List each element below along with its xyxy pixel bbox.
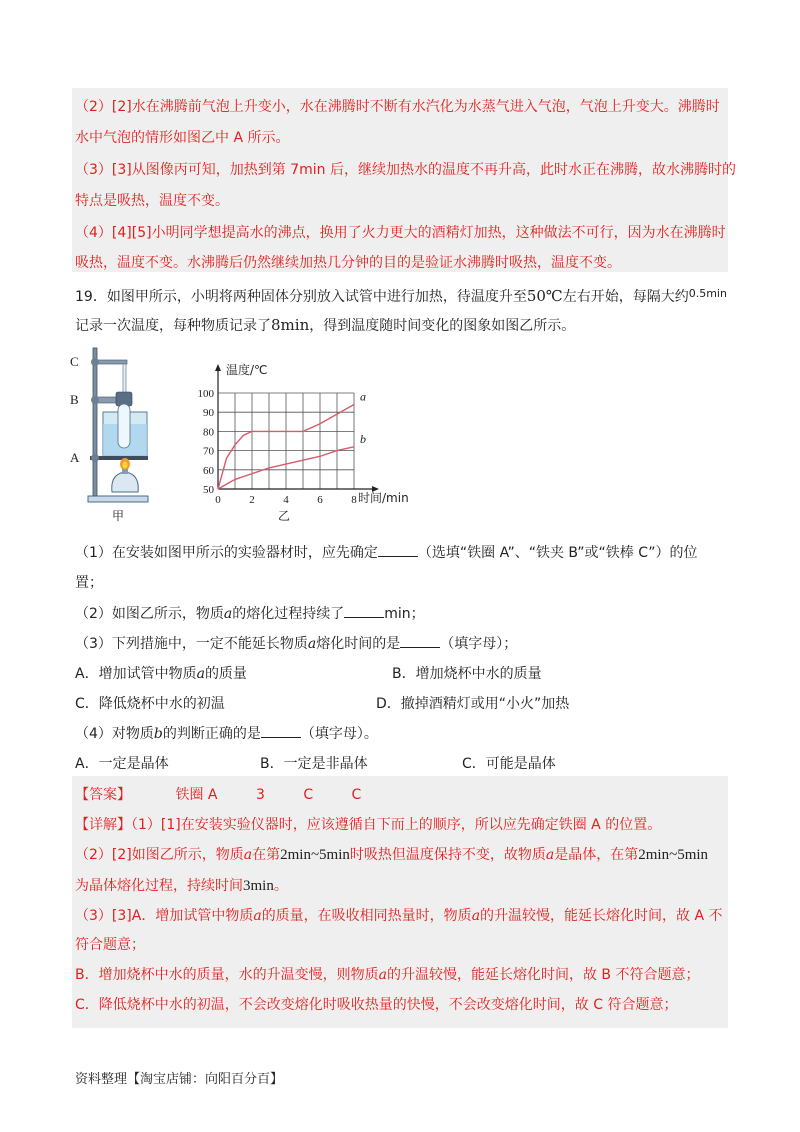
var-a: a [253,908,262,924]
q2-blank[interactable] [344,605,384,618]
detail-tag: 【详解】 [75,817,131,833]
var-a: a [223,606,233,622]
alcohol-lamp [112,472,138,492]
series-label-b: b [360,431,366,446]
x-tick-label: 0 [215,494,221,506]
q4-text: （4）对物质 [75,726,154,742]
question-2 [75,604,425,624]
x-tick-label: 4 [283,494,289,506]
q1-blank[interactable] [378,544,418,557]
option-b: B．增加烧杯中水的质量 [392,666,542,682]
detail-1 [75,815,661,835]
y-tick-label: 100 [197,388,214,400]
q3-text: （3）下列措施中，一定不能延长物质 [75,636,308,652]
detail-line: （3）[3]从图像丙可知，加热到第 7min 后，继续加热水的温度不再升高，此时水正在沸腾，故水沸腾时的 [75,162,736,178]
detail-line: 特点是吸热，温度不变。 [75,193,229,209]
detail-6 [75,965,699,985]
answer-1: 铁圈 A [175,787,218,803]
y-axis-arrow [215,364,221,371]
detail-line: （4）[4][5]小明同学想提高水的沸点，换用了火力更大的酒精灯加热，这种做法不可行，因为水在沸腾时 [75,225,726,241]
chart-series [218,390,366,489]
detail-text: 的升温较慢，能延长熔化时间，故 B 不符合题意； [386,967,700,983]
x-tick-label: 2 [249,494,255,506]
y-tick-label: 50 [203,484,214,496]
chart-caption: 乙 [278,509,291,523]
var-a: a [243,847,253,863]
var-a: a [196,666,205,682]
clamp-c-knob [91,358,99,366]
question-3 [75,634,517,654]
figure-caption-jia: 甲 [112,509,125,523]
detail-text: 的质量，在吸收相同热量时，物质 [261,908,472,924]
q4-text: （填字母）。 [300,726,378,742]
question-1 [75,543,698,563]
detail-range: 2min~5min [280,847,350,863]
lamp-wick-holder [122,469,128,474]
var-a: a [378,967,387,983]
chart-xlabel: 时间/min [358,491,409,505]
y-tick-label: 80 [203,426,214,439]
detail-3 [75,876,288,896]
detail-text: 是晶体，在第 [554,847,639,863]
temperature-time-chart [180,352,440,528]
detail-text: 为晶体熔化过程，持续时间 [75,878,243,894]
question-1-cont: 置； [75,575,103,591]
detail-line: 吸热，温度不变。水沸腾后仍然继续加热几分钟的目的是验证水沸腾时吸热，温度不变。 [75,255,621,271]
stem-duration: 8min [271,316,310,334]
detail-text: （3）[3]A．增加试管中物质 [75,908,254,924]
y-tick-label: 60 [203,464,214,477]
detail-4 [75,906,723,926]
q4-blank[interactable] [261,725,301,738]
stem-text: ，得到温度随时间变化的图象如图乙所示。 [309,318,576,334]
detail-text: 在第 [252,847,281,863]
detail-text: （2）[2]如图乙所示，物质 [75,847,244,863]
answer-2: 3 [255,787,265,803]
q1-text: （1）在安装如图甲所示的实验器材时，应先确定 [75,545,378,561]
flame-core [123,462,128,469]
q2-text: 的熔化过程持续了 [232,606,345,622]
q3-text: 熔化时间的是 [316,636,401,652]
option-a-text: A．增加试管中物质 [75,666,197,682]
detail-text: （1）[1]在安装实验仪器时，应该遵循自下而上的顺序，所以应先确定铁圈 A 的位置。 [131,817,662,833]
q2-text: （2）如图乙所示，物质 [75,606,224,622]
answer-line [75,785,361,805]
answer-4: C [351,787,362,803]
q3-blank[interactable] [400,635,440,648]
clamp-b-knob [91,396,99,404]
y-tick-label: 70 [203,445,214,458]
option-c: C．降低烧杯中水的初温 [75,696,225,712]
question-stem-line2 [75,315,575,336]
var-b: b [153,726,163,742]
stand-base [88,496,148,502]
answer-3: C [303,787,314,803]
detail-range: 2min~5min [638,847,709,863]
stem-text: 19．如图甲所示，小明将两种固体分别放入试管中进行加热，待温度升至 [75,289,527,305]
detail-text: 时吸热但温度保持不变，故物质 [349,847,546,863]
label-c: C [70,354,79,369]
detail-duration: 3min [243,878,274,894]
q3-text: （填字母）； [440,636,518,652]
option-a-text: 的质量 [204,666,247,682]
var-a: a [471,908,481,924]
label-a: A [70,450,80,465]
detail-line: 水中气泡的情形如图乙中 A 所示。 [75,130,290,146]
y-tick-label: 90 [203,407,214,420]
stem-interval: 0.5min [688,287,727,300]
detail-line: （2）[2]水在沸腾前气泡上升变小，水在沸腾时不断有水汽化为水蒸气进入气泡，气泡上升变大。沸腾时 [75,99,720,115]
ring-a-knob [91,454,99,462]
detail-2 [75,845,708,865]
x-tick-label: 8 [351,494,357,506]
var-a: a [545,847,555,863]
option-d: D．撤掉酒精灯或用“小火”加热 [376,696,570,712]
answer-tag: 【答案】 [75,787,131,803]
detail-5: 符合题意； [75,937,145,953]
option-4a: A．一定是晶体 [75,756,169,772]
question-stem-line1 [75,284,727,307]
detail-text: 的升温较慢，能延长熔化时间，故 A 不 [480,908,723,924]
stem-text: 左右开始，每隔大约 [562,289,689,305]
chart-ylabel: 温度/℃ [226,363,268,377]
var-a: a [307,636,317,652]
option-4b: B．一定是非晶体 [260,756,368,772]
detail-text: 。 [273,878,288,894]
answer-background [72,776,728,1028]
q2-text: min； [384,606,425,622]
chart-ticks [198,388,358,506]
q1-text: （选填“铁圈 A”、“铁夹 B”或“铁棒 C”）的位 [417,545,698,561]
apparatus-figure [66,346,166,526]
iron-rod [93,348,97,496]
footer: 资料整理【淘宝店铺：向阳百分百】 [75,1072,284,1087]
question-4 [75,724,378,744]
label-b: B [70,392,79,407]
series-label-a: a [360,389,366,404]
detail-text: B．增加烧杯中水的质量，水的升温变慢，则物质 [75,967,379,983]
stem-text: 记录一次温度，每种物质记录了 [75,318,271,334]
option-a [75,664,247,684]
test-tube [118,404,130,448]
stem-temp: 50℃ [526,287,563,305]
detail-7: C．降低烧杯中水的初温，不会改变熔化时吸收热量的快慢，不会改变熔化时间，故 C 符合题意； [75,997,678,1013]
q4-text: 的判断正确的是 [162,726,261,742]
x-tick-label: 6 [317,494,323,506]
option-4c: C．可能是晶体 [462,756,556,772]
